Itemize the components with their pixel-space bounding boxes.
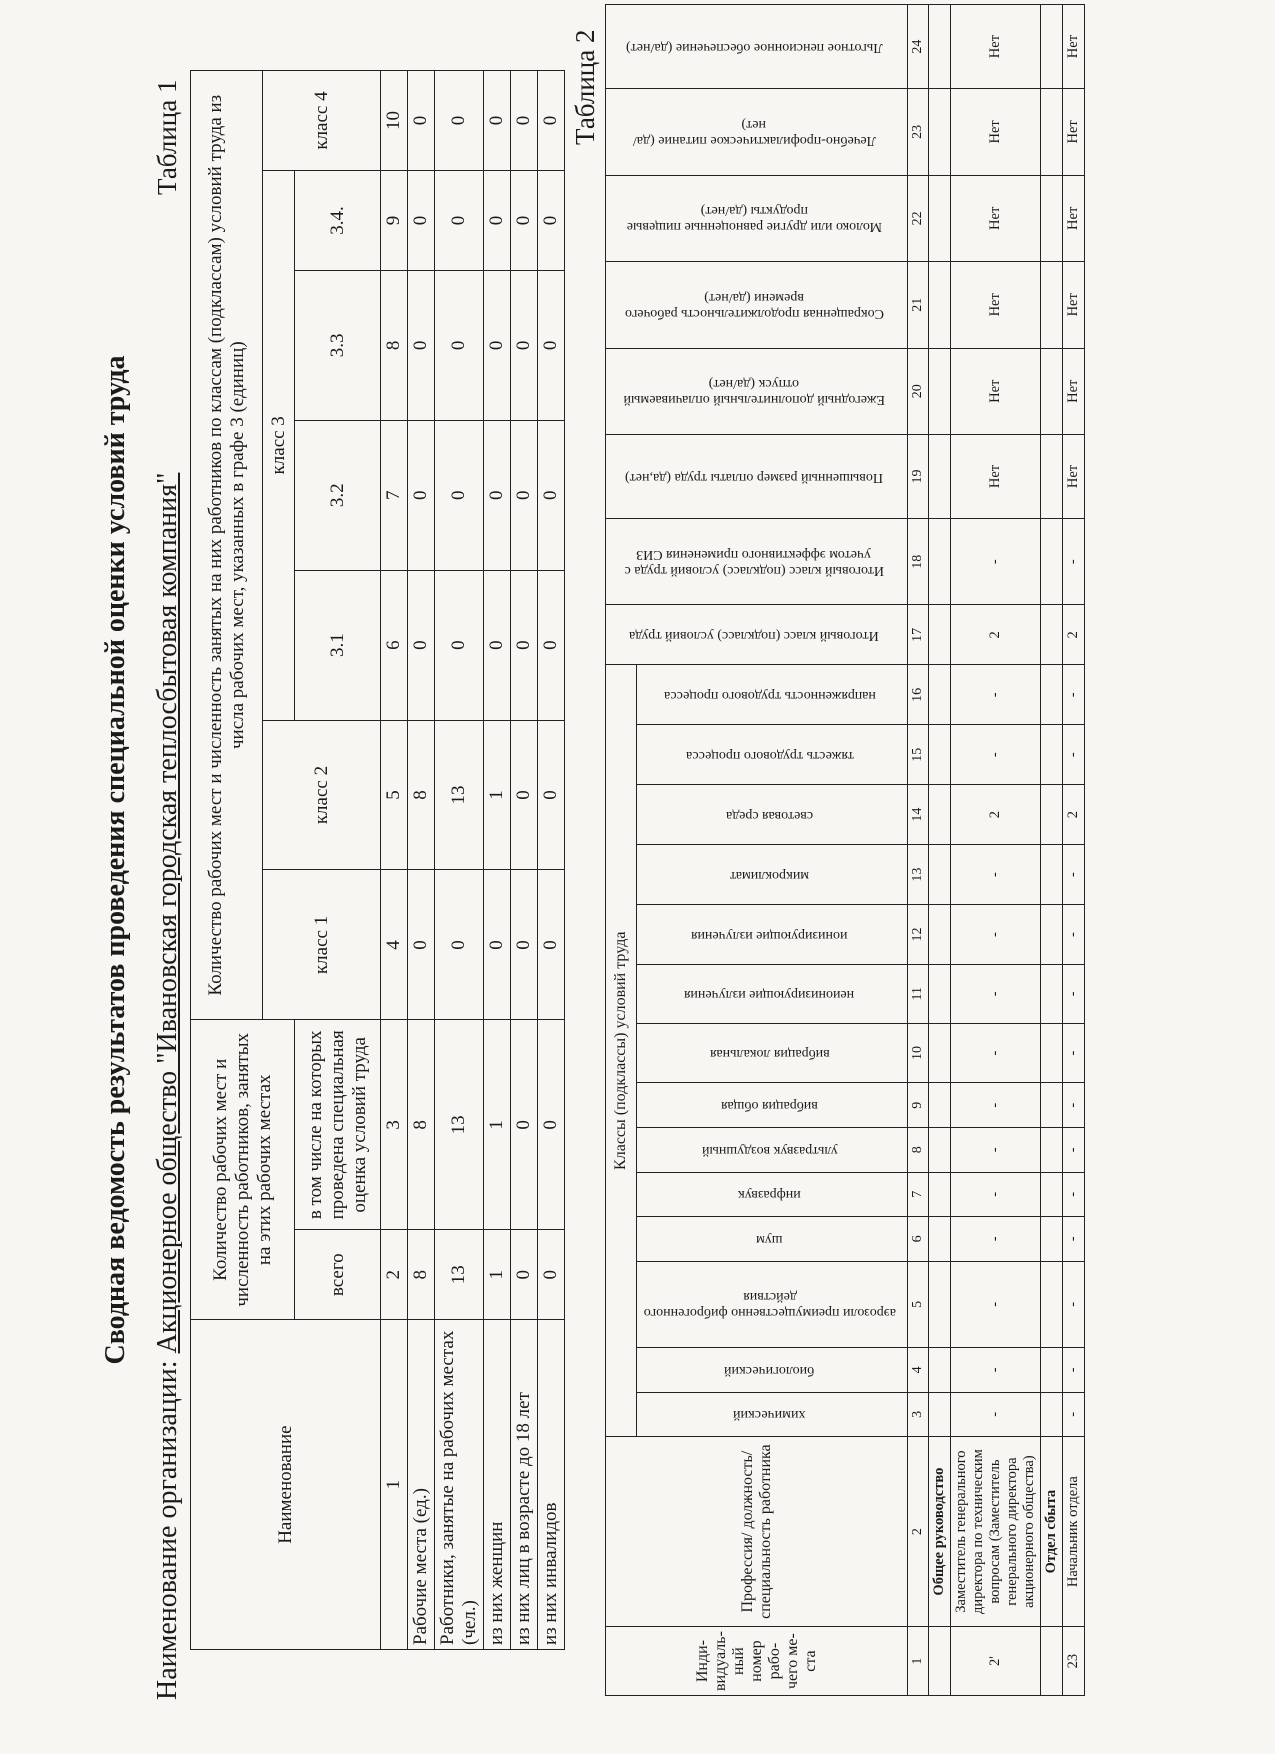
t2-header-col19: Повышенный размер оплаты труда (да,нет) bbox=[606, 434, 908, 518]
t2-cell: - bbox=[951, 665, 1041, 725]
t1-colnum: 8 bbox=[381, 270, 408, 420]
t1-cell: 0 bbox=[538, 570, 565, 720]
t2-cell: 2 bbox=[951, 785, 1041, 845]
t1-cell: 1 bbox=[484, 1230, 511, 1320]
t2-cell: - bbox=[951, 1261, 1041, 1347]
t1-cell: 13 bbox=[435, 720, 484, 870]
t1-cell: 0 bbox=[484, 420, 511, 570]
t2-section-blank bbox=[1041, 175, 1063, 261]
t2-cell: Нет bbox=[951, 434, 1041, 518]
t2-cell: 2 bbox=[1063, 605, 1085, 665]
t1-header-name: Наименование bbox=[191, 1320, 381, 1650]
t2-cell: - bbox=[951, 1083, 1041, 1128]
t2-row-id: 23 bbox=[1063, 1627, 1085, 1696]
t1-row bbox=[408, 71, 435, 1650]
t1-header-total: всего bbox=[295, 1230, 381, 1320]
t2-cell: - bbox=[951, 725, 1041, 785]
t1-colnum: 2 bbox=[381, 1230, 408, 1320]
t1-cell: 13 bbox=[435, 1020, 484, 1230]
organization-line bbox=[152, 473, 184, 1700]
t2-header-col22: Молоко или другие равноценные пищевые продукты (да/нет) bbox=[606, 175, 908, 261]
t2-section-blank bbox=[1041, 1627, 1063, 1696]
t2-section-row bbox=[929, 5, 951, 1696]
t2-section-blank bbox=[1041, 845, 1063, 905]
t2-section-blank bbox=[929, 1627, 951, 1696]
t2-colnum: 16 bbox=[908, 665, 929, 725]
t2-header-col6: шум bbox=[637, 1217, 908, 1262]
t2-colnum: 14 bbox=[908, 785, 929, 845]
t2-section-blank bbox=[929, 1392, 951, 1437]
t2-section-blank bbox=[929, 665, 951, 725]
t2-section-blank bbox=[929, 1217, 951, 1262]
t2-header-col15: тяжесть трудового процесса bbox=[637, 725, 908, 785]
t2-cell: Нет bbox=[951, 175, 1041, 261]
t1-cell: 0 bbox=[484, 270, 511, 420]
t2-section-blank bbox=[1041, 725, 1063, 785]
t2-cell: - bbox=[951, 1128, 1041, 1173]
t2-cell: - bbox=[1063, 725, 1085, 785]
t1-colnum: 3 bbox=[381, 1020, 408, 1230]
t2-header-col17: Итоговый класс (подкласс) условий труда bbox=[606, 605, 908, 665]
t1-header-c32: 3.2 bbox=[295, 420, 381, 570]
t1-cell: 0 bbox=[435, 270, 484, 420]
t2-row bbox=[1063, 5, 1085, 1696]
t2-section-blank bbox=[929, 348, 951, 434]
t2-section-blank bbox=[929, 905, 951, 965]
t2-section-blank bbox=[929, 5, 951, 89]
t1-cell: 13 bbox=[435, 1230, 484, 1320]
t1-row bbox=[511, 71, 538, 1650]
t2-cell: - bbox=[1063, 1217, 1085, 1262]
t2-section-blank bbox=[929, 785, 951, 845]
t1-colnum: 5 bbox=[381, 720, 408, 870]
t1-cell: 0 bbox=[435, 870, 484, 1020]
t2-colnum: 13 bbox=[908, 845, 929, 905]
t1-cell: 0 bbox=[408, 420, 435, 570]
t1-cell: 0 bbox=[484, 71, 511, 171]
t1-colnum: 9 bbox=[381, 171, 408, 271]
t2-header-col9: вибрация общая bbox=[637, 1083, 908, 1128]
t1-row-name: Рабочие места (ед.) bbox=[408, 1320, 435, 1650]
t2-cell: 2 bbox=[951, 605, 1041, 665]
t2-cell: - bbox=[1063, 518, 1085, 604]
t2-cell: 2 bbox=[1063, 785, 1085, 845]
t2-row bbox=[951, 5, 1041, 1696]
t2-section-blank bbox=[1041, 1392, 1063, 1437]
t1-cell: 0 bbox=[511, 720, 538, 870]
t2-section-blank bbox=[1041, 1083, 1063, 1128]
t2-header-col24: Льготное пенсионное обеспечение (да/нет) bbox=[606, 5, 908, 89]
table1-caption: Таблица 1 bbox=[152, 79, 182, 195]
t1-header-class2: класс 2 bbox=[263, 720, 381, 870]
t2-cell: - bbox=[1063, 1023, 1085, 1083]
t2-header-col23: Лечебно-профилактическое питание (да/нет) bbox=[606, 89, 908, 175]
t2-header-col3: химический bbox=[637, 1392, 908, 1437]
t2-section-blank bbox=[1041, 1217, 1063, 1262]
t2-header-col16: напряженность трудового процесса bbox=[637, 665, 908, 725]
t2-section-blank bbox=[1041, 262, 1063, 348]
t1-colnum: 10 bbox=[381, 71, 408, 171]
t1-header-assessed: в том числе на которых проведена специальная оценка условий труда bbox=[295, 1020, 381, 1230]
t2-cell: Нет bbox=[951, 5, 1041, 89]
t2-colnum: 11 bbox=[908, 964, 929, 1023]
t2-cell: Нет bbox=[1063, 5, 1085, 89]
t2-colnum: 8 bbox=[908, 1128, 929, 1173]
t2-cell: - bbox=[951, 845, 1041, 905]
t2-cell: - bbox=[1063, 905, 1085, 965]
t1-cell: 8 bbox=[408, 720, 435, 870]
t2-section-blank bbox=[1041, 785, 1063, 845]
t2-colnum: 15 bbox=[908, 725, 929, 785]
t1-cell: 0 bbox=[538, 1230, 565, 1320]
t2-cell: - bbox=[951, 1348, 1041, 1393]
t1-cell: 0 bbox=[511, 420, 538, 570]
t1-header-c34: 3.4. bbox=[295, 171, 381, 271]
t1-cell: 0 bbox=[484, 570, 511, 720]
t2-header-profession: Профессия/ должность/ специальность работника bbox=[606, 1437, 908, 1627]
t1-cell: 0 bbox=[538, 270, 565, 420]
t1-cell: 0 bbox=[484, 870, 511, 1020]
t1-cell: 0 bbox=[538, 420, 565, 570]
t2-colnum: 24 bbox=[908, 5, 929, 89]
t1-cell: 0 bbox=[538, 171, 565, 271]
t1-cell: 8 bbox=[408, 1230, 435, 1320]
t1-cell: 1 bbox=[484, 720, 511, 870]
t1-cell: 0 bbox=[511, 1020, 538, 1230]
t1-row bbox=[484, 71, 511, 1650]
t2-colnum: 19 bbox=[908, 434, 929, 518]
t1-cell: 0 bbox=[511, 171, 538, 271]
t2-row-name: Начальник отдела bbox=[1063, 1437, 1085, 1627]
t2-section-blank bbox=[1041, 665, 1063, 725]
t2-row-id: 2' bbox=[951, 1627, 1041, 1696]
t1-cell: 0 bbox=[538, 71, 565, 171]
t1-header-workplaces: Количество рабочих мест и численность работников, занятых на этих рабочих местах bbox=[191, 1020, 295, 1320]
t2-header-col13: микроклимат bbox=[637, 845, 908, 905]
t2-cell: - bbox=[951, 964, 1041, 1023]
t2-cell: - bbox=[1063, 1083, 1085, 1128]
t2-header-col4: биологический bbox=[637, 1348, 908, 1393]
t2-section-blank bbox=[1041, 1023, 1063, 1083]
t2-section-blank bbox=[1041, 1172, 1063, 1217]
t2-header-col10: вибрация локальная bbox=[637, 1023, 908, 1083]
table2 bbox=[605, 4, 1085, 1696]
t2-cell: - bbox=[1063, 1261, 1085, 1347]
t1-cell: 8 bbox=[408, 1020, 435, 1230]
organization-label: Наименование организации: bbox=[152, 1360, 183, 1700]
t2-section-blank bbox=[1041, 1261, 1063, 1347]
t1-cell: 0 bbox=[408, 71, 435, 171]
table1 bbox=[190, 70, 565, 1650]
t2-header-id: Инди-видуаль-ный номер рабо-чего ме-ста bbox=[606, 1627, 908, 1696]
t1-cell: 1 bbox=[484, 1020, 511, 1230]
t2-colnum: 1 bbox=[908, 1627, 929, 1696]
t1-cell: 0 bbox=[435, 171, 484, 271]
t2-section-blank bbox=[1041, 1348, 1063, 1393]
t2-cell: - bbox=[1063, 1348, 1085, 1393]
rotated-page bbox=[100, 0, 1275, 1700]
t2-colnum: 17 bbox=[908, 605, 929, 665]
t1-cell: 0 bbox=[408, 270, 435, 420]
t1-cell: 0 bbox=[435, 420, 484, 570]
t2-header-col11: неионизирующие излучения bbox=[637, 964, 908, 1023]
t2-cell: Нет bbox=[1063, 262, 1085, 348]
t2-header-col20: Ежегодный дополнительный оплачиваемый отпуск (да/нет) bbox=[606, 348, 908, 434]
t2-colnum: 23 bbox=[908, 89, 929, 175]
t2-cell: Нет bbox=[951, 89, 1041, 175]
t2-section-blank bbox=[929, 845, 951, 905]
t1-cell: 0 bbox=[408, 870, 435, 1020]
t2-section-blank bbox=[929, 1261, 951, 1347]
t2-section-blank bbox=[929, 1023, 951, 1083]
t1-cell: 0 bbox=[435, 570, 484, 720]
t2-cell: - bbox=[951, 1172, 1041, 1217]
t1-cell: 0 bbox=[538, 870, 565, 1020]
t2-section-blank bbox=[929, 964, 951, 1023]
t2-cell: Нет bbox=[1063, 348, 1085, 434]
t1-header-class3: класс 3 bbox=[263, 171, 295, 721]
t2-colnum: 10 bbox=[908, 1023, 929, 1083]
t1-colnum: 1 bbox=[381, 1320, 408, 1650]
t2-cell: - bbox=[1063, 964, 1085, 1023]
t2-section-blank bbox=[929, 262, 951, 348]
t2-cell: - bbox=[1063, 1392, 1085, 1437]
t2-colnum: 21 bbox=[908, 262, 929, 348]
t1-cell: 0 bbox=[511, 1230, 538, 1320]
t2-header-col8: ультразвук воздушный bbox=[637, 1128, 908, 1173]
t1-cell: 0 bbox=[538, 720, 565, 870]
t2-section-blank bbox=[929, 175, 951, 261]
t1-colnum: 7 bbox=[381, 420, 408, 570]
t2-section-title: Общее руководство bbox=[929, 1437, 951, 1627]
t1-row bbox=[435, 71, 484, 1650]
t2-section-blank bbox=[929, 434, 951, 518]
t2-colnum: 12 bbox=[908, 905, 929, 965]
t2-header-col12: ионизирующие излучения bbox=[637, 905, 908, 965]
t2-cell: Нет bbox=[1063, 89, 1085, 175]
t2-colnum: 5 bbox=[908, 1261, 929, 1347]
t1-header-class1: класс 1 bbox=[263, 870, 381, 1020]
t1-header-classes: Количество рабочих мест и численность занятых на них работников по классам (подклассам) условий труда из числа рабочих мест, указанных в графе 3 (единиц) bbox=[191, 71, 263, 1020]
t1-row-name: из них лиц в возрасте до 18 лет bbox=[511, 1320, 538, 1650]
t2-header-col14: световая среда bbox=[637, 785, 908, 845]
t2-cell: - bbox=[951, 905, 1041, 965]
t2-section-blank bbox=[1041, 434, 1063, 518]
t1-row bbox=[538, 71, 565, 1650]
t2-cell: - bbox=[1063, 665, 1085, 725]
t2-colnum: 4 bbox=[908, 1348, 929, 1393]
t1-column-numbers bbox=[381, 71, 408, 1650]
t2-section-blank bbox=[1041, 89, 1063, 175]
t2-cell: - bbox=[1063, 1128, 1085, 1173]
t2-cell: - bbox=[951, 518, 1041, 604]
t2-colnum: 3 bbox=[908, 1392, 929, 1437]
t2-cell: - bbox=[951, 1023, 1041, 1083]
t2-colnum: 7 bbox=[908, 1172, 929, 1217]
t2-section-blank bbox=[929, 518, 951, 604]
t2-section-blank bbox=[1041, 348, 1063, 434]
t2-section-blank bbox=[929, 725, 951, 785]
t2-section-blank bbox=[1041, 905, 1063, 965]
t2-colnum: 22 bbox=[908, 175, 929, 261]
t2-cell: Нет bbox=[951, 262, 1041, 348]
t2-cell: - bbox=[951, 1392, 1041, 1437]
document-title: Сводная ведомость результатов проведения специальной оценки условий труда bbox=[100, 355, 131, 1365]
t2-colnum: 6 bbox=[908, 1217, 929, 1262]
t2-header-col5: аэрозоли преимущественно фиброгенного действия bbox=[637, 1261, 908, 1347]
t2-colnum: 20 bbox=[908, 348, 929, 434]
t1-header-c31: 3.1 bbox=[295, 570, 381, 720]
t2-header-col21: Сокращенная продолжительность рабочего времени (да/нет) bbox=[606, 262, 908, 348]
t1-cell: 0 bbox=[511, 71, 538, 171]
t1-colnum: 6 bbox=[381, 570, 408, 720]
t2-cell: Нет bbox=[1063, 175, 1085, 261]
t2-section-title: Отдел сбыта bbox=[1041, 1437, 1063, 1627]
t2-cell: - bbox=[1063, 1172, 1085, 1217]
t2-colnum: 9 bbox=[908, 1083, 929, 1128]
t1-colnum: 4 bbox=[381, 870, 408, 1020]
t1-cell: 0 bbox=[538, 1020, 565, 1230]
t1-row-name: из них женщин bbox=[484, 1320, 511, 1650]
t2-section-blank bbox=[929, 605, 951, 665]
t2-row-name: Заместитель генерального директора по техническим вопросам (Заместитель генерального директора акционерного общества) bbox=[951, 1437, 1041, 1627]
t2-section-blank bbox=[1041, 964, 1063, 1023]
organization-name: Акционерное общество "Ивановская городская теплосбытовая компания" bbox=[152, 472, 183, 1354]
t2-cell: Нет bbox=[1063, 434, 1085, 518]
t2-colnum: 18 bbox=[908, 518, 929, 604]
t2-cell: - bbox=[951, 1217, 1041, 1262]
table2-caption: Таблица 2 bbox=[570, 29, 600, 145]
t2-header-col7: инфразвук bbox=[637, 1172, 908, 1217]
t2-section-row bbox=[1041, 5, 1063, 1696]
t1-cell: 0 bbox=[511, 870, 538, 1020]
t1-header-class4: класс 4 bbox=[263, 71, 381, 171]
t1-row-name: Работники, занятые на рабочих местах (чел.) bbox=[435, 1320, 484, 1650]
t2-section-blank bbox=[1041, 518, 1063, 604]
t2-header-classes: Классы (подклассы) условий труда bbox=[606, 665, 637, 1437]
t2-header-col18: Итоговый класс (подкласс) условий труда с учетом эффективного применения СИЗ bbox=[606, 518, 908, 604]
t2-section-blank bbox=[929, 89, 951, 175]
t2-section-blank bbox=[1041, 1128, 1063, 1173]
t2-cell: Нет bbox=[951, 348, 1041, 434]
t2-colnum: 2 bbox=[908, 1437, 929, 1627]
t2-section-blank bbox=[1041, 5, 1063, 89]
t2-section-blank bbox=[1041, 605, 1063, 665]
t1-cell: 0 bbox=[408, 570, 435, 720]
t2-column-numbers bbox=[908, 5, 929, 1696]
t2-section-blank bbox=[929, 1172, 951, 1217]
t1-cell: 0 bbox=[511, 270, 538, 420]
t1-cell: 0 bbox=[484, 171, 511, 271]
t2-cell: - bbox=[1063, 845, 1085, 905]
t1-cell: 0 bbox=[511, 570, 538, 720]
t2-section-blank bbox=[929, 1128, 951, 1173]
t1-row-name: из них инвалидов bbox=[538, 1320, 565, 1650]
t1-cell: 0 bbox=[435, 71, 484, 171]
t2-section-blank bbox=[929, 1083, 951, 1128]
t1-cell: 0 bbox=[408, 171, 435, 271]
t2-section-blank bbox=[929, 1348, 951, 1393]
t1-header-c33: 3.3 bbox=[295, 270, 381, 420]
